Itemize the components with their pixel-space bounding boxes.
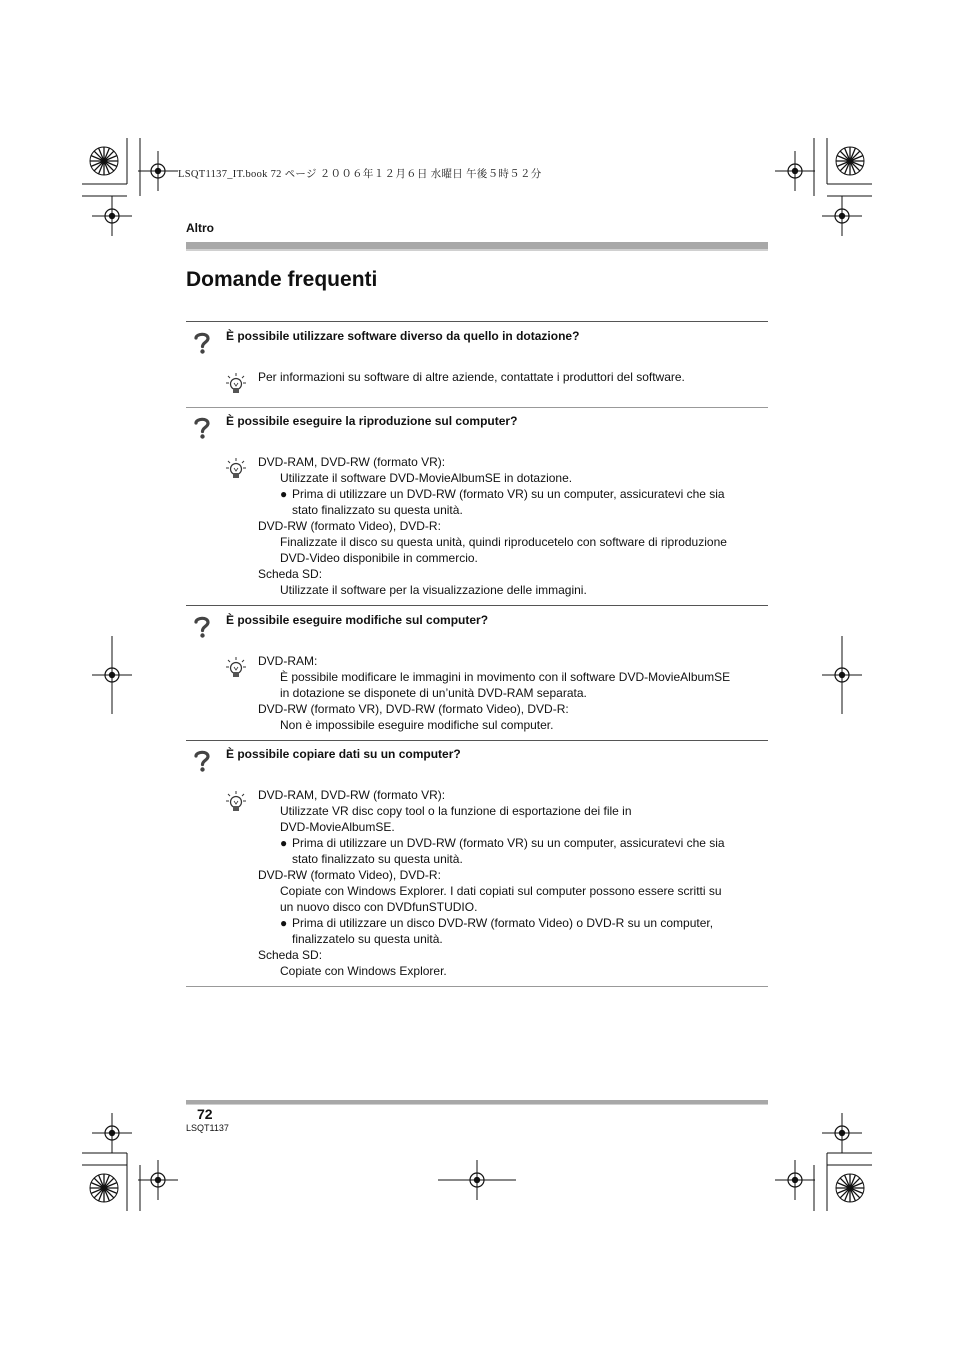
header-bar-shadow (186, 249, 768, 251)
faq-divider (186, 740, 768, 741)
faq-answer-line: DVD-RW (formato Video), DVD-R: (258, 519, 441, 533)
faq-answer-line: Finalizzate il disco su questa unità, quindi riproducetelo con software di riproduzione (280, 535, 727, 549)
bullet: ● (280, 836, 288, 850)
faq-divider (186, 605, 768, 606)
faq-question: È possibile eseguire la riproduzione sul computer? (226, 414, 518, 428)
faq-answer-line: Utilizzate il software DVD-MovieAlbumSE in dotazione. (280, 471, 573, 485)
faq-answer-line: DVD-RW (formato VR), DVD-RW (formato Video), DVD-R: (258, 702, 569, 716)
faq-answer-line: Copiate con Windows Explorer. I dati copiati sul computer possono essere scritti su (280, 884, 722, 898)
faq-answer-line: DVD-RAM, DVD-RW (formato VR): (258, 455, 446, 469)
lightbulb-icon (226, 791, 246, 813)
faq-question: È possibile utilizzare software diverso da quello in dotazione? (226, 329, 580, 343)
print-header: LSQT1137_IT.book 72 ページ ２００６年１２月６日 水曜日 午後５時５２分 (178, 169, 542, 180)
question-mark-icon (192, 331, 212, 355)
faq-answer-line: DVD-Video disponibile in commercio. (280, 551, 478, 565)
faq-answer-line: È possibile modificare le immagini in movimento con il software DVD-MovieAlbumSE (280, 670, 731, 684)
question-mark-icon (192, 615, 212, 639)
faq-divider (186, 321, 768, 322)
section-label: Altro (186, 221, 214, 235)
faq-answer-line: un nuovo disco con DVDfunSTUDIO. (280, 900, 478, 914)
page-code: LSQT1137 (186, 1123, 229, 1133)
faq-answer-line: Non è impossibile eseguire modifiche sul computer. (280, 718, 554, 732)
bullet: ● (280, 916, 288, 930)
faq-answer-line: Scheda SD: (258, 948, 323, 962)
faq-answer-line: DVD-MovieAlbumSE. (280, 820, 395, 834)
faq-answer-line: Prima di utilizzare un DVD-RW (formato VR) su un computer, assicuratevi che sia (292, 836, 725, 850)
faq-answer-line: DVD-RAM, DVD-RW (formato VR): (258, 788, 446, 802)
faq-answer-line: Prima di utilizzare un disco DVD-RW (formato Video) o DVD-R su un computer, (292, 916, 714, 930)
faq-answer-line: Utilizzate VR disc copy tool o la funzione di esportazione dei file in (280, 804, 632, 818)
faq-answer-line: DVD-RW (formato Video), DVD-R: (258, 868, 441, 882)
faq-answer-line: stato finalizzato su questa unità. (292, 852, 463, 866)
faq-answer-line: Utilizzate il software per la visualizzazione delle immagini. (280, 583, 587, 597)
bullet: ● (280, 487, 288, 501)
faq-question: È possibile eseguire modifiche sul computer? (226, 613, 489, 627)
faq-divider (186, 407, 768, 408)
lightbulb-icon (226, 657, 246, 679)
faq-answer-line: DVD-RAM: (258, 654, 318, 668)
faq-answer-line: Scheda SD: (258, 567, 323, 581)
question-mark-icon (192, 416, 212, 440)
header-bar (186, 242, 768, 249)
faq-question: È possibile copiare dati su un computer? (226, 747, 461, 761)
footer-bar-shadow (186, 1104, 768, 1105)
faq-answer-line: in dotazione se disponete di un’unità DVD-RAM separata. (280, 686, 587, 700)
lightbulb-icon (226, 373, 246, 395)
faq-answer-line: finalizzatelo su questa unità. (292, 932, 443, 946)
faq-answer-line: Copiate con Windows Explorer. (280, 964, 447, 978)
page-title: Domande frequenti (186, 268, 378, 291)
faq-answer-line: Per informazioni su software di altre aziende, contattate i produttori del software. (258, 370, 685, 384)
faq-answer-line: Prima di utilizzare un DVD-RW (formato VR) su un computer, assicuratevi che sia (292, 487, 725, 501)
lightbulb-icon (226, 458, 246, 480)
question-mark-icon (192, 749, 212, 773)
page-number: 72 (197, 1106, 213, 1122)
faq-divider (186, 986, 768, 987)
faq-answer-line: stato finalizzato su questa unità. (292, 503, 463, 517)
